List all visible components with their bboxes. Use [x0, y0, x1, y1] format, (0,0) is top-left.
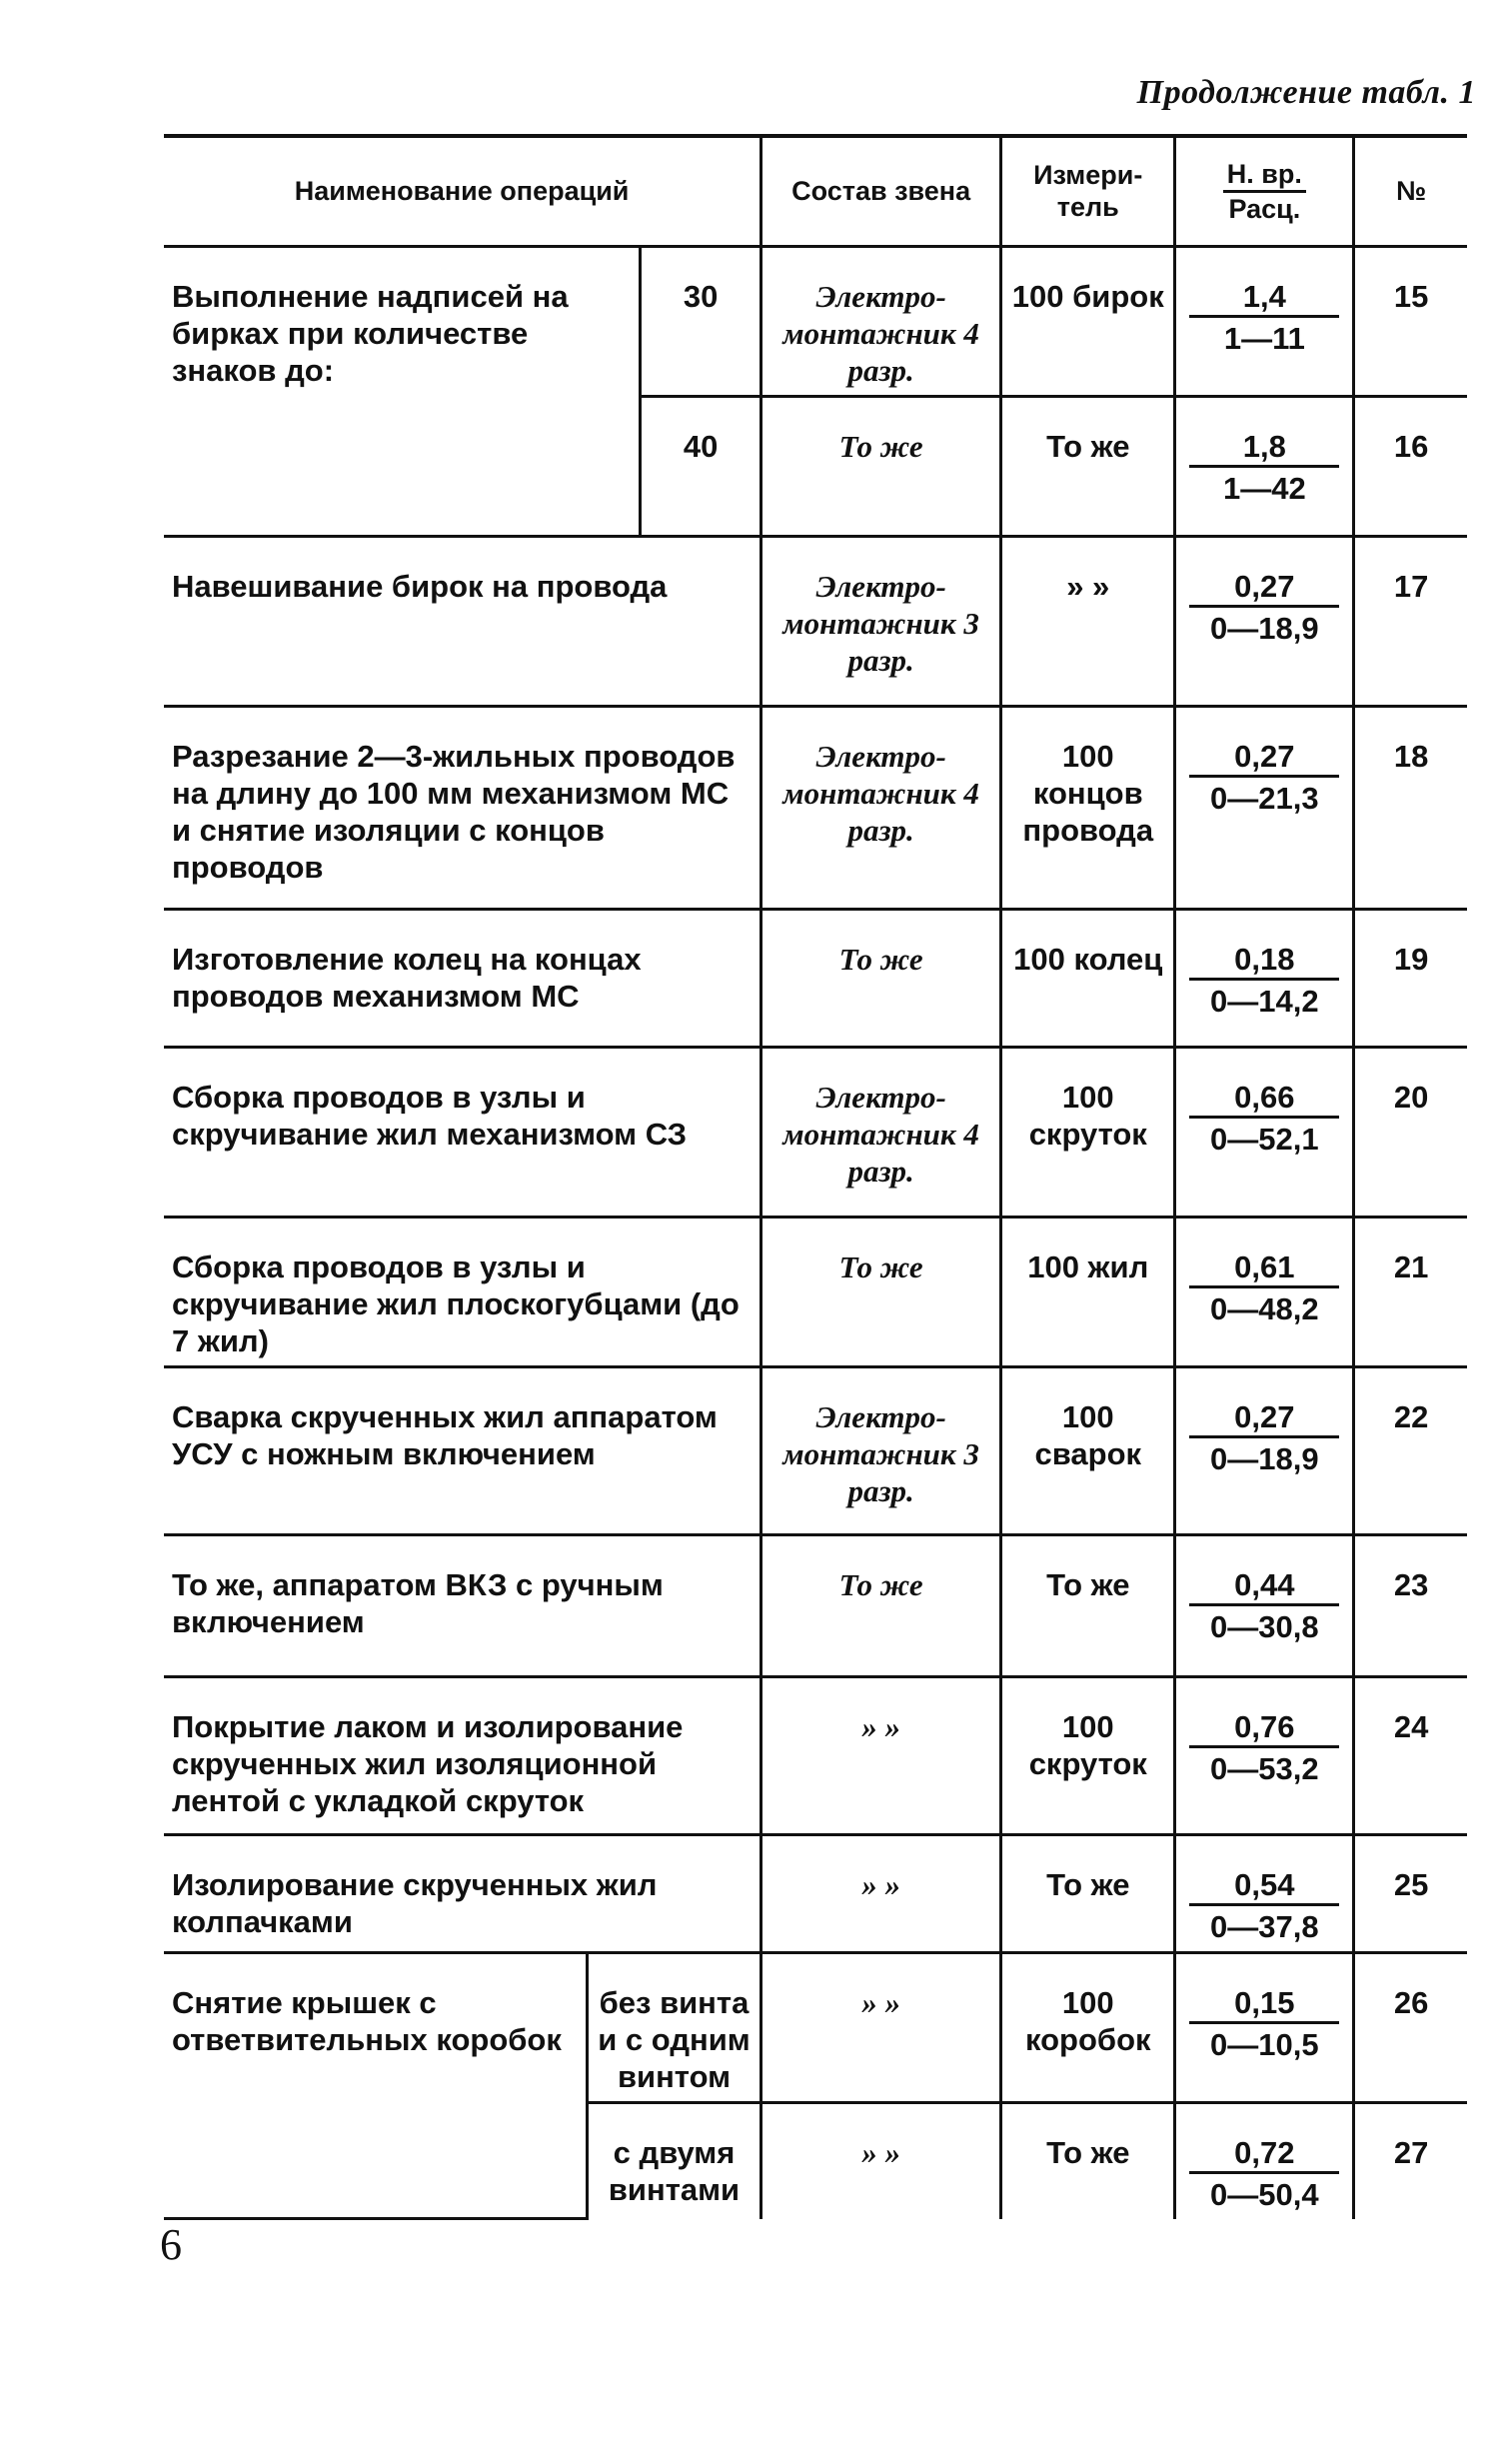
unit-cell: 100 колец [1001, 909, 1175, 1047]
operation-name: Сборка проводов в узлы и скручивание жил плоскогубцами (до 7 жил) [164, 1217, 761, 1366]
sub-condition: 40 [641, 396, 761, 536]
table-header-row [164, 136, 1467, 246]
header-norm [1175, 136, 1354, 246]
table-row [164, 706, 1467, 909]
norm-time: 1,4 [1189, 278, 1339, 318]
crew-cell: Электро-монтажник 3 разр. [761, 536, 1001, 706]
row-number: 25 [1354, 1834, 1467, 1952]
norm-rate: 0—37,8 [1210, 1908, 1319, 1944]
page-number: 6 [160, 2220, 182, 2269]
norm-cell [1175, 1366, 1354, 1534]
norm-cell [1175, 1676, 1354, 1834]
sub-condition: без винта и с одним винтом [587, 1952, 760, 2102]
row-number: 22 [1354, 1366, 1467, 1534]
unit-cell: » » [1001, 536, 1175, 706]
norm-cell [1175, 246, 1354, 396]
table-row [164, 1952, 1467, 2102]
unit-cell: То же [1001, 2102, 1175, 2219]
row-number: 23 [1354, 1534, 1467, 1676]
unit-cell: 100 скруток [1001, 1676, 1175, 1834]
norm-time: 0,61 [1189, 1248, 1339, 1288]
norm-cell [1175, 1217, 1354, 1366]
row-number: 24 [1354, 1676, 1467, 1834]
continuation-caption: Продолжение табл. 1 [1136, 74, 1476, 111]
norm-cell [1175, 396, 1354, 536]
norm-cell [1175, 1952, 1354, 2102]
operation-name: Сборка проводов в узлы и скручивание жил механизмом СЗ [164, 1047, 761, 1217]
header-crew: Состав звена [761, 136, 1001, 246]
norm-time: 0,27 [1189, 568, 1339, 608]
norm-rate: 0—30,8 [1210, 1608, 1319, 1644]
norm-rate: 0—21,3 [1210, 780, 1319, 816]
norm-time: 0,66 [1189, 1079, 1339, 1119]
row-number: 21 [1354, 1217, 1467, 1366]
header-norm-bottom: Расц. [1228, 193, 1301, 224]
crew-cell: Электро-монтажник 4 разр. [761, 1047, 1001, 1217]
table-row [164, 1366, 1467, 1534]
table-row [164, 1217, 1467, 1366]
unit-cell: То же [1001, 396, 1175, 536]
norm-rate: 0—18,9 [1210, 1440, 1319, 1476]
table-row [164, 536, 1467, 706]
crew-cell: » » [761, 1834, 1001, 1952]
unit-cell: 100 концов провода [1001, 706, 1175, 909]
norm-time: 0,27 [1189, 738, 1339, 778]
operation-name: То же, аппаратом ВКЗ с ручным включением [164, 1534, 761, 1676]
norm-rate: 1—11 [1223, 320, 1305, 356]
norm-rate: 0—18,9 [1210, 610, 1319, 646]
header-unit: Измери-тель [1001, 136, 1175, 246]
norm-rate: 0—14,2 [1210, 983, 1319, 1019]
row-number: 19 [1354, 909, 1467, 1047]
norm-cell [1175, 909, 1354, 1047]
operation-name: Выполнение надписей на бирках при количестве знаков до: [164, 246, 641, 536]
crew-cell: То же [761, 1534, 1001, 1676]
norm-cell [1175, 2102, 1354, 2219]
header-norm-top: Н. вр. [1223, 158, 1306, 193]
unit-cell: 100 сварок [1001, 1366, 1175, 1534]
unit-cell: То же [1001, 1834, 1175, 1952]
unit-cell: 100 жил [1001, 1217, 1175, 1366]
norm-time: 0,54 [1189, 1866, 1339, 1906]
row-number: 18 [1354, 706, 1467, 909]
norm-rate: 0—48,2 [1210, 1290, 1319, 1326]
crew-cell: Электро-монтажник 4 разр. [761, 246, 1001, 396]
crew-cell: То же [761, 909, 1001, 1047]
operation-name: Покрытие лаком и изолирование скрученных жил изоляционной лентой с укладкой скруток [164, 1676, 761, 1834]
norm-rate: 0—50,4 [1210, 2176, 1319, 2212]
crew-cell: Электро-монтажник 4 разр. [761, 706, 1001, 909]
crew-cell: » » [761, 1952, 1001, 2102]
norm-time: 0,76 [1189, 1708, 1339, 1748]
norm-time: 1,8 [1189, 428, 1339, 468]
table-row [164, 246, 1467, 396]
crew-cell: » » [761, 2102, 1001, 2219]
norm-rate: 0—53,2 [1210, 1750, 1319, 1786]
norm-cell [1175, 536, 1354, 706]
norm-rate: 0—10,5 [1210, 2026, 1319, 2062]
table-row [164, 1534, 1467, 1676]
sub-condition: 30 [641, 246, 761, 396]
unit-cell: То же [1001, 1534, 1175, 1676]
crew-cell: То же [761, 1217, 1001, 1366]
row-number: 17 [1354, 536, 1467, 706]
operation-name: Изолирование скрученных жил колпачками [164, 1834, 761, 1952]
crew-cell: » » [761, 1676, 1001, 1834]
row-number: 27 [1354, 2102, 1467, 2219]
norm-time: 0,44 [1189, 1566, 1339, 1606]
sub-condition: с двумя винтами [587, 2102, 760, 2219]
operation-name: Снятие крышек с ответвительных коробок [164, 1952, 587, 2219]
table-row [164, 1047, 1467, 1217]
table-row [164, 1834, 1467, 1952]
norm-cell [1175, 706, 1354, 909]
norm-rate: 1—42 [1222, 470, 1306, 506]
norm-time: 0,72 [1189, 2134, 1339, 2174]
norm-cell [1175, 1834, 1354, 1952]
row-number: 15 [1354, 246, 1467, 396]
norm-rate: 0—52,1 [1210, 1121, 1319, 1157]
operation-name: Навешивание бирок на провода [164, 536, 761, 706]
crew-cell: Электро-монтажник 3 разр. [761, 1366, 1001, 1534]
norm-time: 0,27 [1189, 1398, 1339, 1438]
unit-cell: 100 бирок [1001, 246, 1175, 396]
unit-cell: 100 коробок [1001, 1952, 1175, 2102]
unit-cell: 100 скруток [1001, 1047, 1175, 1217]
norm-time: 0,18 [1189, 941, 1339, 981]
norm-cell [1175, 1047, 1354, 1217]
header-operation: Наименование операций [164, 136, 761, 246]
header-number: № [1354, 136, 1467, 246]
norm-time: 0,15 [1189, 1984, 1339, 2024]
row-number: 16 [1354, 396, 1467, 536]
crew-cell: То же [761, 396, 1001, 536]
operation-name: Разрезание 2—3-жильных проводов на длину до 100 мм механизмом МС и снятие изоляции с концов проводов [164, 706, 761, 909]
row-number: 20 [1354, 1047, 1467, 1217]
operation-name: Сварка скрученных жил аппаратом УСУ с ножным включением [164, 1366, 761, 1534]
norm-cell [1175, 1534, 1354, 1676]
table-row [164, 1676, 1467, 1834]
operation-name: Изготовление колец на концах проводов механизмом МС [164, 909, 761, 1047]
norms-table [164, 134, 1467, 2220]
table-row [164, 909, 1467, 1047]
row-number: 26 [1354, 1952, 1467, 2102]
